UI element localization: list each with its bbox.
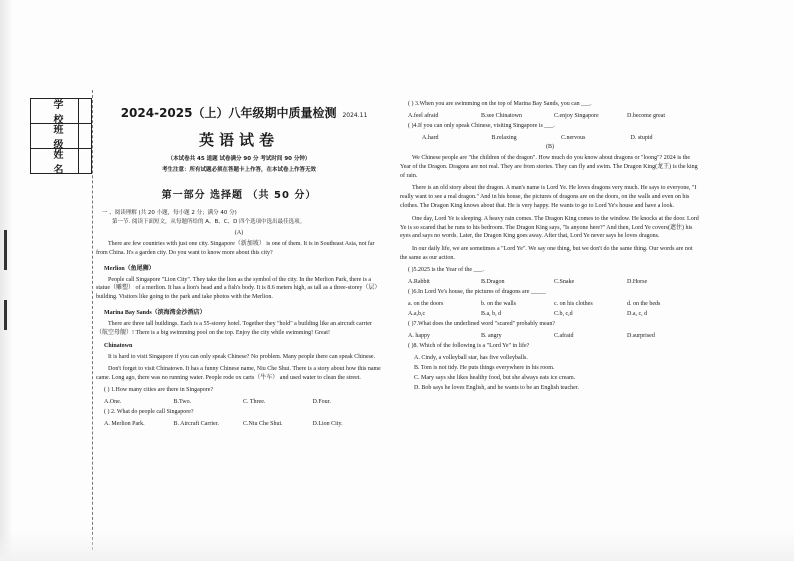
question-2: ( ) 2. What do people call Singapore? [104,408,194,415]
question-3: ( ) 3.When you are swimming on the top of Marina Bay Sands, you can ___. [408,101,592,107]
option: A. Merlion Park. [104,420,145,427]
question-5: ( )5.2025 is the Year of the ___. [408,266,484,273]
option: D. stupid [630,135,653,141]
option: A. happy [408,332,430,339]
exam-title [106,104,382,121]
option: c. on his clothes [554,300,593,307]
passage-paragraph: It is hard to visit Singapore if you can only speak Chinese? No problem. Many people there can speak Chinese. [108,353,376,360]
part-title: 第一部分 选择题 （共 50 分） [161,190,317,201]
section-heading: 一 、阅读理解 (共 20 小题，每小题 2 分；满分 40 分) [102,210,237,216]
option: B.relaxing [491,135,517,141]
option: d. on the beds [627,300,661,307]
left-column [96,98,382,427]
option: A. Cindy, a volleyball star, has five volleyballs. [414,354,528,361]
option: B.a, b, d [481,310,502,317]
exam-notice: 考生注意：所有试题必须在答题卡上作答，在本试卷上作答无效 [161,167,316,173]
passage-paragraph: People call Singapore "Lion City". They take the lion as the symbol of the city. In the Merlion Park, there is a statue（雕塑） of a merlion. It has a lion's head and a fish's body. It is 8.6 meters high, as tall as a three-storey（层） building. Visitors like going to the park and take photos with the Merlion. [96,276,381,301]
scan-shadow [0,0,14,561]
student-info-box [30,98,92,174]
option: A.Rabbit [408,278,430,285]
question-5-options [400,279,700,285]
option: C.enjoy Singapore [554,113,599,119]
question-4: ( )4.If you can only speak Chinese, visiting Singapore is ___. [408,123,555,129]
title-text: 2024-2025（上）八年级期中质量检测 [120,106,337,120]
passage-a-tag: (A) [234,230,244,236]
subject-title: 英语试卷 [198,131,279,149]
option: D.surprised [627,332,655,339]
passage-paragraph: In our daily life, we are sometimes a "Lord Ye". We say one thing, but we don't do the same thing. Our words are not the same as our action. [400,246,693,261]
question-3-options [400,113,700,119]
option: C. Mary says she likes healthy food, but she always eats ice cream. [414,374,576,381]
option: a. on the doors [408,300,444,307]
question-6-choices [400,311,700,317]
passage-subheading: Chinatown [104,342,133,349]
question-7: ( )7.What does the underlined word "scared" probably mean? [408,320,556,327]
passage-subheading: Merlion（鱼尾狮） [104,265,155,272]
option: C.Niu Che Shui. [243,420,283,427]
binding-line [92,90,93,550]
exam-info: （本试卷共 45 道题 试卷满分 90 分 考试时间 90 分钟） [167,156,311,162]
scan-edge-mark [4,230,7,270]
question-2-options [96,421,382,427]
option: C. Three. [243,398,266,405]
option: A.One. [104,398,122,405]
option: C.afraid [554,332,574,339]
question-6-options [400,301,700,307]
option: D. Bob says he loves English, and he wants to be an English teacher. [414,384,579,391]
scan-bottom-fade [0,531,794,561]
passage-subheading: Marina Bay Sands（滨海湾金沙酒店） [104,309,206,316]
section-instruction: 第一节. 阅读下面短文，从每题所给的 A、B、C、D 四个选项中选出最佳选项。 [112,219,306,225]
option: A.feel afraid [408,113,439,119]
passage-paragraph: One day, Lord Ye is sleeping. A heavy rain comes. The Dragon King comes to the window. He knocks at the door. Lord Ye is so scared that he runs to his bedroom. The Dragon King says, "Is anyone here?" And then, Lord Ye covers(遮住) his eyes and says no words. Later, the Dragon King goes away. After that, Lord Ye never says he loves dragons. [400,215,699,240]
passage-paragraph: Don't forget to visit Chinatown. It has a funny Chinese name, Niu Che Shui. There is a story about how this name came. Long ago, there was no running water. People rode ox carts（牛车） and used water to clean the street. [96,366,381,382]
option: B. Aircraft Carrier. [173,420,219,427]
option: B.Dragon [481,278,505,285]
option: B.see Chinatown [481,113,522,119]
passage-paragraph: There are three tall buildings. Each is a 55-storey hotel. Together they "hold" a building like an aircraft carrier（航空母舰）! There is a big swimming pool on the top. Enjoy the city while swimming! Great! [96,320,372,336]
name-field[interactable] [31,149,91,176]
passage-paragraph: We Chinese people are "the children of the dragon". How much do you know about dragons or "loong"? 2024 is the Year of the Dragon. Dragons are not real. They are from stories. They can fly and swim. The Dragon King(龙王) is the king of rain. [400,155,698,179]
option: A.a,b,c [408,310,426,317]
option: D.Four. [312,398,331,405]
question-6: ( )6.In Lord Ye's house, the pictures of dragons are _____ [408,288,546,295]
school-label: 学 校 [44,99,79,123]
option: D.Lion City. [312,420,343,427]
option: A.hard [422,135,439,141]
passage-paragraph: There is an old story about the dragon. A man's name is Lord Ye. He loves dragons very much. He says to everyone, "I really want to see a real dragon." And in his house, the pictures of dragons are on the doors, on the walls and even on his clothes. The Dragon King knows about that. He is very happy. He wants to go to Lord Ye's house and have a look. [400,185,697,209]
question-7-options [400,333,700,339]
option: B. Tom is not tidy. He puts things everywhere in his room. [414,364,555,371]
passage-paragraph: There are few countries with just one city. Singapore（新加坡） is one of them. It is in Southeast Asia, not far from China. It's a garden city. Do you want to know more about this city? [96,241,375,256]
name-label: 姓 名 [44,149,79,173]
class-label: 班 级 [44,124,79,148]
option: C.Snake [554,278,575,285]
right-column [400,100,700,393]
question-1-options [96,399,382,405]
option: D.a, c, d [627,310,648,317]
passage-b-tag: (B) [546,144,554,150]
scan-edge-mark [4,300,7,330]
exam-date: 2024.11 [342,112,368,119]
option: C.nervous [561,135,586,141]
option: b. on the walls [481,300,516,307]
option: B. angry [481,332,502,339]
option: D.Horse [627,278,648,285]
question-8: ( )8. Which of the following is a "Lord Ye" in life? [408,342,530,349]
option: B.Two. [173,398,192,405]
question-1: ( ) 1.How many cities are there in Singapore? [104,386,214,393]
option: C.b, c,d [554,310,573,317]
option: D.become great [627,113,665,119]
question-4-options [400,135,700,141]
question-8-options [400,353,700,393]
